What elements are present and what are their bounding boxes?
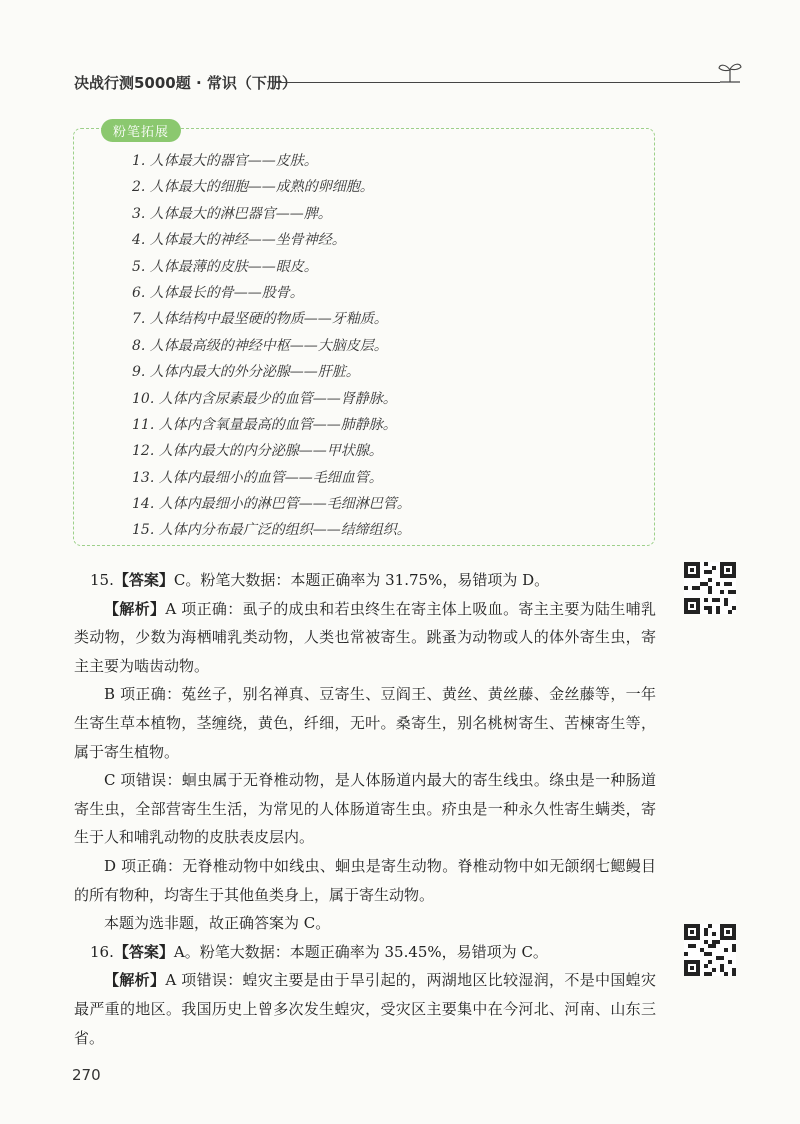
q15-conclusion: 本题为选非题，故正确答案为 C。 (104, 914, 331, 933)
q16-analysis-a-text: A 项错误：蝗灾主要是由于旱引起的，两湖地区比较湿润，不是中国蝗灾最严重的地区。我国历史上曾多次发生蝗灾，受灾区主要集中在今河北、河南、山东三省。 (74, 971, 656, 1047)
qr-code-icon[interactable] (684, 924, 736, 976)
q15-number: 15. (90, 571, 114, 589)
list-item: 10. 人体内含尿素最少的血管——肾静脉。 (132, 390, 397, 407)
answer-content (74, 566, 656, 1052)
q16-answer-label: 【答案】 (113, 942, 174, 961)
q16-answer-line (74, 938, 656, 967)
q15-analysis-label: 【解析】 (104, 599, 166, 618)
q16-answer-text: A。粉笔大数据：本题正确率为 35.45%，易错项为 C。 (173, 942, 548, 961)
extension-tag: 粉笔拓展 (101, 119, 181, 142)
qr-code-icon[interactable] (684, 562, 736, 614)
extension-list (132, 148, 411, 544)
list-item: 8. 人体最高级的神经中枢——大脑皮层。 (132, 337, 388, 354)
list-item: 2. 人体最大的细胞——成熟的卵细胞。 (132, 179, 374, 196)
running-header-title: 决战行测5000题 · 常识（下册） (74, 74, 297, 92)
list-item: 4. 人体最大的神经——坐骨神经。 (132, 232, 346, 249)
q15-para-b: B 项正确：菟丝子，别名禅真、豆寄生、豆阎王、黄丝、黄丝藤、金丝藤等，一年生寄生草本植物，茎缠绕，黄色，纤细，无叶。桑寄生，别名桃树寄生、苦楝寄生等，属于寄生植物。 (74, 685, 656, 761)
q15-answer-label: 【答案】 (113, 571, 174, 589)
header-rule (276, 82, 720, 83)
list-item: 3. 人体最大的淋巴器官——脾。 (132, 205, 332, 222)
q16-analysis-label: 【解析】 (104, 971, 166, 990)
q15-answer-line (74, 566, 656, 595)
q16-analysis-a (74, 966, 656, 1052)
page-number: 270 (72, 1066, 101, 1084)
list-item: 15. 人体内分布最广泛的组织——结缔组织。 (132, 522, 411, 539)
q15-para-d: D 项正确：无脊椎动物中如线虫、蛔虫是寄生动物。脊椎动物中如无颌纲七鳃鳗目的所有物种，均寄生于其他鱼类身上，属于寄生动物。 (74, 856, 656, 904)
q15-para-c: C 项错误：蛔虫属于无脊椎动物，是人体肠道内最大的寄生线虫。绦虫是一种肠道寄生虫，全部营寄生生活，为常见的人体肠道寄生虫。疥虫是一种永久性寄生螨类，寄生于人和哺乳动物的皮肤表皮层内。 (74, 771, 656, 847)
q15-answer-text: C。粉笔大数据：本题正确率为 31.75%，易错项为 D。 (173, 571, 550, 589)
q15-analysis-a (74, 595, 656, 681)
list-item: 13. 人体内最细小的血管——毛细血管。 (132, 469, 383, 486)
list-item: 9. 人体内最大的外分泌腺——肝脏。 (132, 364, 360, 381)
list-item: 11. 人体内含氧量最高的血管——肺静脉。 (132, 416, 397, 433)
list-item: 12. 人体内最大的内分泌腺——甲状腺。 (132, 443, 383, 460)
list-item: 14. 人体内最细小的淋巴管——毛细淋巴管。 (132, 496, 411, 513)
q15-analysis-a-text: A 项正确：虱子的成虫和若虫终生在寄主体上吸血。寄主主要为陆生哺乳类动物，少数为海栖哺乳类动物，人类也常被寄生。跳蚤为动物或人的体外寄生虫，寄主主要为啮齿动物。 (74, 599, 656, 675)
list-item: 7. 人体结构中最坚硬的物质——牙釉质。 (132, 311, 388, 328)
sprout-icon (716, 60, 744, 86)
list-item: 1. 人体最大的器官——皮肤。 (132, 153, 318, 169)
q16-number: 16. (90, 942, 114, 961)
list-item: 5. 人体最薄的皮肤——眼皮。 (132, 258, 318, 275)
list-item: 6. 人体最长的骨——股骨。 (132, 284, 304, 301)
